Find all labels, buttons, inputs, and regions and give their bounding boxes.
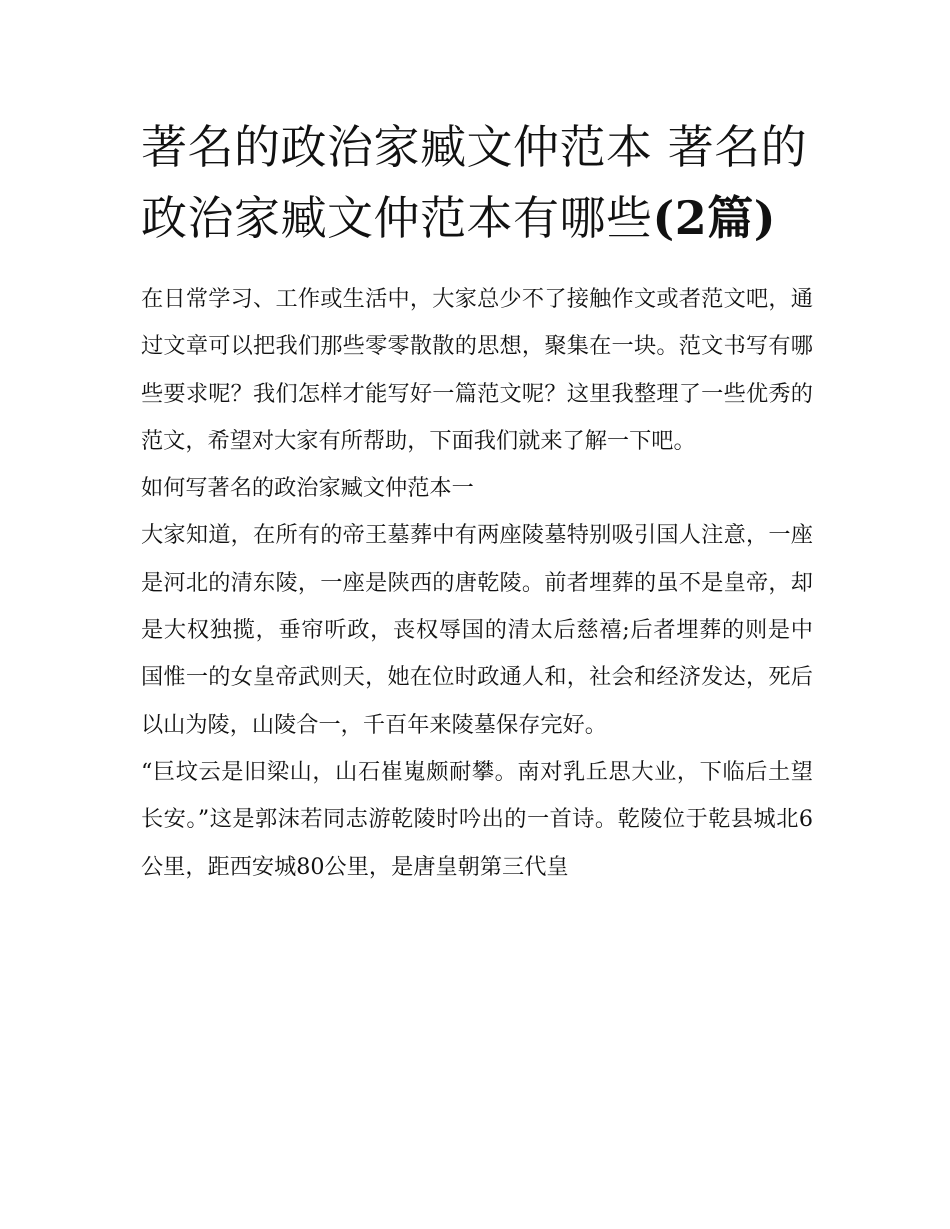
document-body	[141, 276, 813, 891]
document-page	[141, 0, 813, 891]
title-tail: (2篇)	[652, 191, 777, 245]
title-main: 著名的政治家臧文仲范本 著名的政治家臧文仲范本有哪些	[141, 120, 808, 245]
section-heading: 如何写著名的政治家臧文仲范本一	[141, 475, 474, 502]
body-paragraph: 大家知道，在所有的帝王墓葬中有两座陵墓特别吸引国人注意，一座是河北的清东陵，一座是陕西的唐乾陵。前者埋葬的虽不是皇帝，却是大权独揽，垂帘听政，丧权辱国的清太后慈禧;后者埋葬的则是中国惟一的女皇帝武则天，她在位时政通人和，社会和经济发达，死后以山为陵，山陵合一，千百年来陵墓保存完好。	[141, 522, 813, 738]
body-paragraph: “巨坟云是旧梁山，山石崔嵬颇耐攀。南对乳丘思大业，下临后土望长安。”这是郭沫若同志游乾陵时吟出的一首诗。乾陵位于乾县城北6公里，距西安城80公里，是唐皇朝第三代皇	[141, 758, 813, 880]
intro-paragraph: 在日常学习、工作或生活中，大家总少不了接触作文或者范文吧，通过文章可以把我们那些零零散散的思想，聚集在一块。范文书写有哪些要求呢？我们怎样才能写好一篇范文呢？这里我整理了一些优秀的范文，希望对大家有所帮助，下面我们就来了解一下吧。	[141, 286, 813, 454]
document-title	[141, 0, 813, 254]
